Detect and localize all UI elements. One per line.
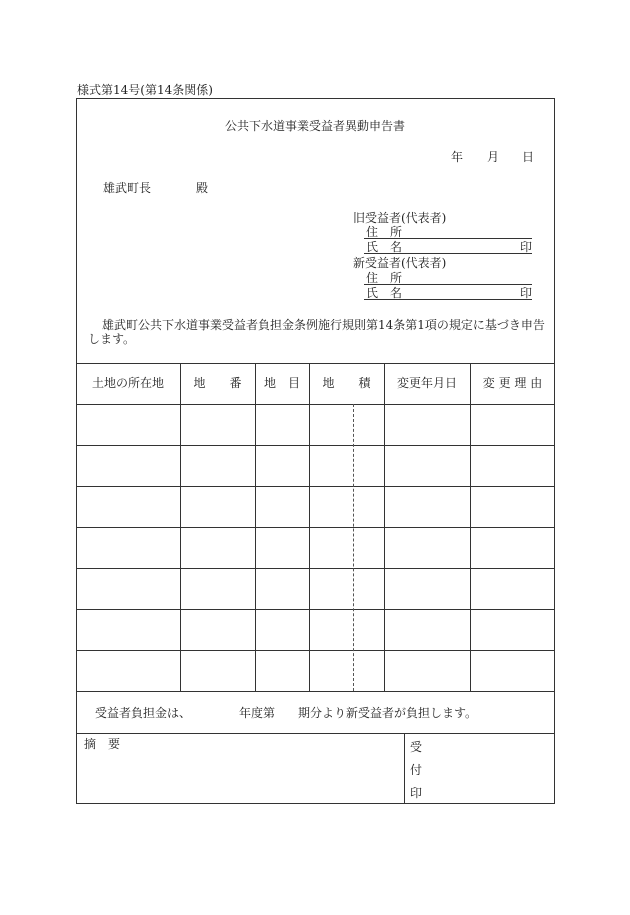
date-year-label: 年 [451,150,464,164]
table-cell[interactable] [180,445,255,486]
remarks-label: 摘 要 [84,737,121,751]
old-seal-mark: 印 [520,240,533,254]
table-cell[interactable] [384,527,470,568]
table-cell[interactable] [76,650,180,691]
receipt-stamp-char: 受 [410,740,423,754]
new-address-label: 住 所 [366,271,403,285]
old-name-field[interactable] [364,253,532,254]
table-cell[interactable] [76,568,180,609]
table-cell[interactable] [470,404,555,445]
new-name-field[interactable] [364,299,532,300]
receipt-stamp-char: 印 [410,786,423,800]
form-number: 様式第14号(第14条関係) [77,83,213,97]
table-cell[interactable] [309,404,384,445]
burden-statement-part-1: 受益者負担金は、 [95,706,192,720]
table-cell[interactable] [470,486,555,527]
old-name-label: 氏 名 [366,240,403,254]
date-day-label: 日 [522,150,535,164]
date-month-label: 月 [487,150,500,164]
table-cell[interactable] [76,445,180,486]
header-lot-number: 地 番 [193,376,242,390]
table-cell[interactable] [309,609,384,650]
table-cell[interactable] [180,486,255,527]
table-cell[interactable] [384,445,470,486]
table-cell[interactable] [255,527,309,568]
burden-statement-part-3: 期分より新受益者が負担します。 [298,706,478,720]
new-address-field[interactable] [364,284,532,285]
table-cell[interactable] [309,486,384,527]
table-cell[interactable] [255,486,309,527]
table-cell[interactable] [255,568,309,609]
table-cell[interactable] [180,609,255,650]
receipt-stamp-char: 付 [410,763,423,777]
table-cell[interactable] [384,486,470,527]
burden-statement-part-2: 年度第 [239,706,276,720]
old-address-field[interactable] [364,238,532,239]
header-change-reason: 変 更 理 由 [482,376,543,390]
header-change-date: 変更年月日 [396,376,457,390]
old-address-label: 住 所 [366,225,403,239]
table-cell[interactable] [76,404,180,445]
form-title: 公共下水道事業受益者異動申告書 [224,119,405,133]
table-cell[interactable] [180,650,255,691]
table-cell[interactable] [470,527,555,568]
old-beneficiary-heading: 旧受益者(代表者) [353,211,447,225]
receipt-divider [404,733,405,804]
table-cell[interactable] [180,404,255,445]
table-cell[interactable] [470,650,555,691]
table-cell[interactable] [255,445,309,486]
table-cell[interactable] [384,568,470,609]
table-top-border [76,363,555,364]
addressee-name: 雄武町長 [103,181,152,195]
table-cell[interactable] [76,527,180,568]
table-cell[interactable] [309,568,384,609]
declaration-line-2: します。 [88,332,136,346]
table-cell[interactable] [309,527,384,568]
table-cell[interactable] [384,650,470,691]
header-land-category: 地 目 [263,376,300,390]
table-cell[interactable] [180,527,255,568]
header-area: 地 積 [322,376,371,390]
table-cell[interactable] [180,568,255,609]
header-location: 土地の所在地 [91,376,164,390]
table-cell[interactable] [470,445,555,486]
addressee-honorific: 殿 [196,181,209,195]
table-cell[interactable] [255,650,309,691]
table-cell[interactable] [309,650,384,691]
new-name-label: 氏 名 [366,286,403,300]
table-cell[interactable] [470,568,555,609]
table-cell[interactable] [76,609,180,650]
remarks-top-border [76,733,555,734]
table-cell[interactable] [384,609,470,650]
table-bottom-border [76,691,555,692]
table-cell[interactable] [384,404,470,445]
table-cell[interactable] [470,609,555,650]
table-cell[interactable] [76,486,180,527]
new-beneficiary-heading: 新受益者(代表者) [353,256,447,270]
table-cell[interactable] [309,445,384,486]
table-cell[interactable] [255,404,309,445]
table-cell[interactable] [255,609,309,650]
new-seal-mark: 印 [520,286,533,300]
declaration-line-1: 雄武町公共下水道事業受益者負担金条例施行規則第14条第1項の規定に基づき申告 [102,318,545,332]
